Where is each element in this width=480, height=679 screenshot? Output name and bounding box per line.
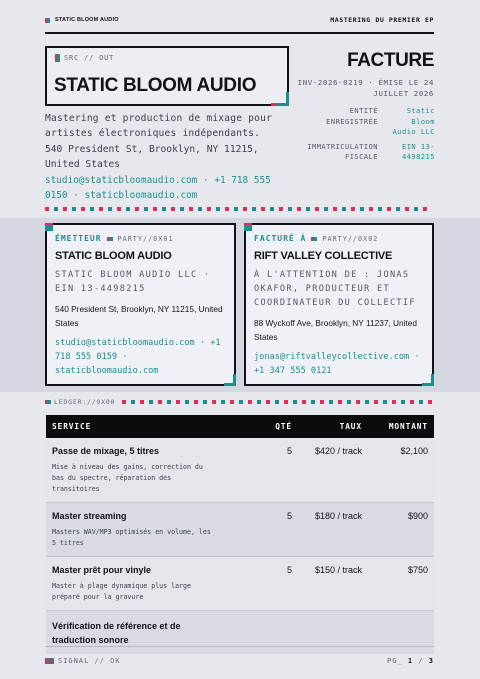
divider-dash xyxy=(135,207,139,211)
divider-dash xyxy=(203,400,207,404)
divider-dash xyxy=(234,207,238,211)
row-title: Master streaming xyxy=(52,511,127,521)
divider-dash xyxy=(144,207,148,211)
divider-dash xyxy=(45,207,49,211)
divider-dash xyxy=(162,207,166,211)
divider-dash xyxy=(180,207,184,211)
page-footer xyxy=(45,646,434,665)
divider-dash xyxy=(392,400,396,404)
divider-dash xyxy=(329,400,333,404)
issuer-card xyxy=(45,223,236,386)
signal-bars-icon xyxy=(45,658,54,664)
divider-dash xyxy=(99,207,103,211)
issuer-party-id: PARTY//0X01 xyxy=(117,234,174,243)
issuer-detail: STATIC BLOOM AUDIO LLC · EIN 13-4498215 xyxy=(55,270,211,294)
row-desc: Masters WAV/MP3 optimisés en volume, les 5 titres xyxy=(52,528,211,547)
page-total: 3 xyxy=(428,657,434,665)
divider-dash xyxy=(207,207,211,211)
project-label: MASTERING DU PREMIER EP xyxy=(330,16,434,24)
card-corner-accent xyxy=(422,374,434,386)
billed-card xyxy=(244,223,434,386)
billed-label: FACTURÉ À xyxy=(254,234,307,243)
top-bar xyxy=(45,14,434,34)
ledger-label-row xyxy=(45,398,115,406)
divider-dash xyxy=(306,207,310,211)
divider-dash xyxy=(297,207,301,211)
row-qty: 5 xyxy=(286,446,292,456)
row-rate xyxy=(292,619,362,647)
billed-name: RIFT VALLEY COLLECTIVE xyxy=(254,250,393,262)
divider-dash xyxy=(158,400,162,404)
logo-box xyxy=(45,46,289,106)
divider-dash xyxy=(167,400,171,404)
registration-label: IMMATRICULATION FISCALE xyxy=(307,142,378,161)
row-title: Passe de mixage, 5 titres xyxy=(52,446,160,456)
page-prefix: PG_ xyxy=(387,657,403,665)
divider-dash xyxy=(198,207,202,211)
divider-dash xyxy=(333,207,337,211)
party-mark-icon xyxy=(311,237,317,241)
divider-dash xyxy=(423,207,427,211)
divider-dash xyxy=(405,207,409,211)
col-amount: MONTANT xyxy=(388,422,428,431)
top-brand-label: STATIC BLOOM AUDIO xyxy=(55,17,119,23)
divider-dash xyxy=(216,207,220,211)
issuer-header xyxy=(55,234,226,243)
logo-tag xyxy=(55,54,114,62)
services-table xyxy=(46,415,434,654)
brand-mark-icon xyxy=(45,18,50,23)
issuer-name: STATIC BLOOM AUDIO xyxy=(55,250,172,262)
top-brand xyxy=(45,17,119,23)
billed-contact[interactable]: jonas@riftvalleycollective.com · +1 347 555 0121 xyxy=(254,352,420,376)
billed-detail: À L'ATTENTION DE : JONAS OKAFOR, PRODUCTEUR ET COORDINATEUR DU COLLECTIF xyxy=(254,270,416,308)
divider-dash xyxy=(279,207,283,211)
divider-dash xyxy=(230,400,234,404)
divider-dash xyxy=(320,400,324,404)
divider-dash xyxy=(212,400,216,404)
divider-dash xyxy=(365,400,369,404)
divider-dash xyxy=(378,207,382,211)
card-corner-accent xyxy=(45,223,53,231)
row-qty xyxy=(250,619,292,647)
divider-dash xyxy=(108,207,112,211)
issuer-label: ÉMETTEUR xyxy=(55,234,102,243)
footer-status-text: SIGNAL // OK xyxy=(58,657,121,665)
billed-address: 88 Wyckoff Ave, Brooklyn, NY 11237, United States xyxy=(254,318,418,342)
divider-dash xyxy=(131,400,135,404)
divider-dash xyxy=(252,207,256,211)
divider-dash xyxy=(351,207,355,211)
divider-dash xyxy=(270,207,274,211)
divider-dash xyxy=(90,207,94,211)
page-sep: / xyxy=(413,657,429,665)
divider-dash xyxy=(225,207,229,211)
divider-dash xyxy=(117,207,121,211)
divider-dash xyxy=(126,207,130,211)
company-name: STATIC BLOOM AUDIO xyxy=(54,75,257,96)
issuer-contact[interactable]: studio@staticbloomaudio.com · +1 718 555 0159 · staticbloomaudio.com xyxy=(55,338,221,376)
invoice-entity-grid xyxy=(300,106,435,163)
divider-dash xyxy=(194,400,198,404)
divider-dash xyxy=(81,207,85,211)
card-corner-accent xyxy=(244,223,252,231)
divider-dash xyxy=(176,400,180,404)
logo-tag-text: SRC // OUT xyxy=(64,54,115,62)
divider-dash xyxy=(149,400,153,404)
divider-dash xyxy=(153,207,157,211)
divider-dash xyxy=(401,400,405,404)
page-indicator xyxy=(387,657,434,665)
table-row xyxy=(46,438,434,503)
divider-dash xyxy=(140,400,144,404)
page-current: 1 xyxy=(407,657,414,665)
divider-dash xyxy=(54,207,58,211)
divider-dash xyxy=(360,207,364,211)
row-qty: 5 xyxy=(286,511,292,521)
divider-dash xyxy=(189,207,193,211)
dashed-divider xyxy=(122,400,434,404)
divider-dash xyxy=(338,400,342,404)
registration-value: EIN 13-4498215 xyxy=(401,142,435,161)
divider-dash xyxy=(383,400,387,404)
issuer-address: 540 President St, Brooklyn, NY 11215, United States xyxy=(55,304,223,328)
row-amount: $900 xyxy=(407,511,428,521)
divider-dash xyxy=(414,207,418,211)
ledger-label: LEDGER://0X00 xyxy=(54,398,116,406)
divider-dash xyxy=(275,400,279,404)
dashed-divider xyxy=(45,207,434,211)
divider-dash xyxy=(347,400,351,404)
entity-label: ENTITÉ ENREGISTRÉE xyxy=(326,107,378,126)
row-rate: $180 / track xyxy=(314,511,362,521)
divider-dash xyxy=(396,207,400,211)
footer-status xyxy=(45,657,121,665)
divider-dash xyxy=(342,207,346,211)
divider-dash xyxy=(374,400,378,404)
col-rate: TAUX xyxy=(339,422,362,431)
divider-dash xyxy=(239,400,243,404)
row-rate: $420 / track xyxy=(314,446,362,456)
divider-dash xyxy=(324,207,328,211)
divider-dash xyxy=(248,400,252,404)
divider-dash xyxy=(185,400,189,404)
divider-dash xyxy=(243,207,247,211)
corner-accent-pink xyxy=(271,103,277,106)
row-amount: $2,100 xyxy=(400,446,428,456)
divider-dash xyxy=(302,400,306,404)
row-amount: $750 xyxy=(407,565,428,575)
divider-dash xyxy=(284,400,288,404)
divider-dash xyxy=(369,207,373,211)
divider-dash xyxy=(428,400,432,404)
invoice-title: FACTURE xyxy=(347,50,434,71)
billed-party-id: PARTY//0X02 xyxy=(322,234,379,243)
divider-dash xyxy=(288,207,292,211)
company-tagline: Mastering et production de mixage pour artistes électroniques indépendants. xyxy=(45,113,273,139)
entity-value: Static Bloom Audio LLC xyxy=(392,107,435,136)
divider-dash xyxy=(311,400,315,404)
divider-dash xyxy=(257,400,261,404)
divider-dash xyxy=(221,400,225,404)
divider-dash xyxy=(122,400,126,404)
table-row xyxy=(46,503,434,557)
divider-dash xyxy=(315,207,319,211)
divider-dash xyxy=(266,400,270,404)
row-desc: Master à plage dynamique plus large préparé pour la gravure xyxy=(52,582,191,601)
row-desc: Mise à niveau des gains, correction du bas du spectre, réparation des transitoires xyxy=(52,463,203,493)
billed-header xyxy=(254,234,424,243)
col-service: SERVICE xyxy=(52,422,92,431)
party-mark-icon xyxy=(107,237,113,241)
row-amount xyxy=(362,619,434,647)
table-row xyxy=(46,557,434,611)
signal-mark-icon xyxy=(55,54,60,62)
table-header xyxy=(46,415,434,438)
row-title: Master prêt pour vinyle xyxy=(52,565,152,575)
divider-dash xyxy=(387,207,391,211)
divider-dash xyxy=(356,400,360,404)
card-corner-accent xyxy=(224,374,236,386)
divider-dash xyxy=(410,400,414,404)
divider-dash xyxy=(261,207,265,211)
row-qty: 5 xyxy=(286,565,292,575)
company-address: 540 President St, Brooklyn, NY 11215, United States xyxy=(45,144,259,170)
col-qty: QTÉ xyxy=(275,422,292,431)
divider-dash xyxy=(419,400,423,404)
row-title: Vérification de référence et de traduction sonore xyxy=(52,621,181,645)
invoice-meta: INV-2026-0219 · ÉMISE LE 24 JUILLET 2026 xyxy=(297,78,434,98)
divider-dash xyxy=(171,207,175,211)
divider-dash xyxy=(293,400,297,404)
row-rate: $150 / track xyxy=(314,565,362,575)
divider-dash xyxy=(63,207,67,211)
ledger-mark-icon xyxy=(45,400,51,404)
company-contact[interactable]: studio@staticbloomaudio.com · +1 718 555 0150 · staticbloomaudio.com xyxy=(45,175,271,201)
divider-dash xyxy=(72,207,76,211)
